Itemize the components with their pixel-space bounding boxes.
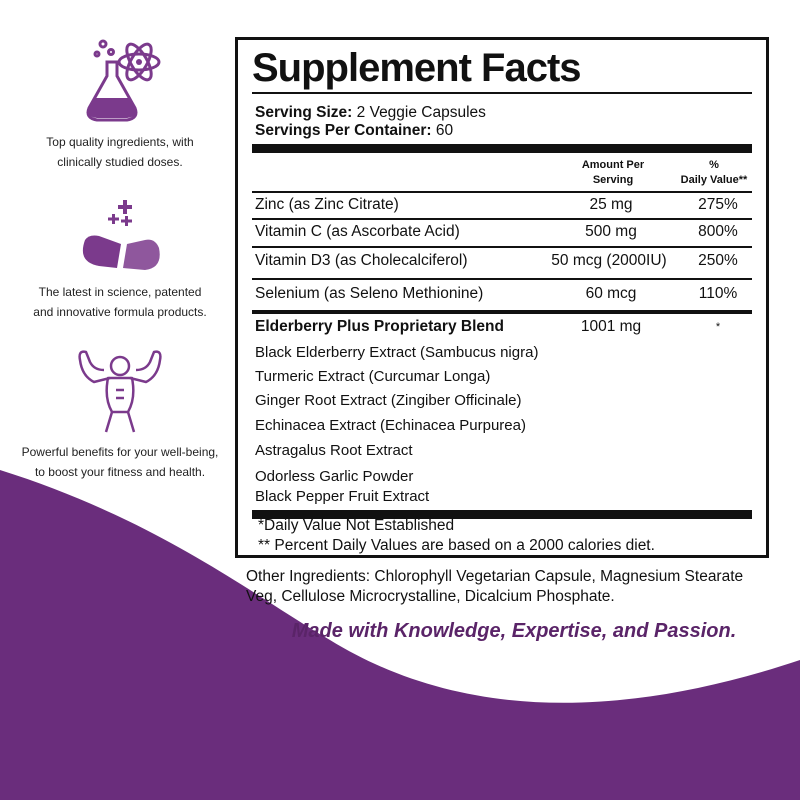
- serving-size-label: Serving Size:: [255, 104, 353, 121]
- feature-text: Top quality ingredients, with clinically studied doses.: [46, 135, 194, 169]
- blend-ingredient: Echinacea Extract (Echinacea Purpurea): [255, 417, 526, 434]
- divider-thick: [252, 144, 752, 153]
- nutrient-daily-value: 275%: [698, 196, 738, 213]
- footnote-daily-value: *Daily Value Not Established: [258, 517, 455, 534]
- other-ingredients: Other Ingredients: Chlorophyll Vegetarian Capsule, Magnesium Stearate Veg, Cellulose Microcrystalline, Dicalcium Phosphate.: [246, 568, 744, 605]
- divider: [252, 92, 752, 94]
- column-header-amount: Amount Per Serving: [581, 159, 645, 186]
- feature-text: Powerful benefits for your well-being, to boost your fitness and health.: [21, 445, 219, 479]
- feature-text: The latest in science, patented and innovative formula products.: [33, 285, 207, 319]
- lab-flask-atom-icon: [65, 36, 175, 126]
- blend-ingredient: Ginger Root Extract (Zingiber Officinale): [255, 392, 522, 409]
- nutrient-amount: 50 mcg (2000IU): [551, 252, 667, 269]
- nutrient-amount: 500 mg: [585, 223, 637, 240]
- nutrient-amount: 25 mg: [589, 196, 633, 213]
- panel-title: Supplement Facts: [252, 46, 581, 90]
- column-header-daily-value: % Daily Value**: [680, 159, 748, 186]
- nutrient-label: Selenium (as Seleno Methionine): [255, 285, 484, 302]
- nutrient-daily-value: 800%: [698, 223, 738, 240]
- footnote-percent: ** Percent Daily Values are based on a 2000 calories diet.: [258, 537, 655, 554]
- blend-ingredient: Turmeric Extract (Curcumar Longa): [255, 368, 491, 385]
- servings-per-container: [255, 122, 453, 140]
- strong-man-icon: [60, 346, 180, 436]
- blend-ingredient: Black Pepper Fruit Extract: [255, 488, 430, 505]
- supplement-facts-panel: [235, 37, 769, 558]
- servings-label: Servings Per Container:: [255, 122, 432, 139]
- divider: [252, 246, 752, 248]
- tagline: Made with Knowledge, Expertise, and Passion.: [291, 620, 737, 642]
- divider: [252, 218, 752, 220]
- blend-daily-value: *: [715, 321, 721, 333]
- blend-ingredient: Astragalus Root Extract: [255, 442, 413, 459]
- servings-value: 60: [435, 122, 454, 139]
- blend-label: Elderberry Plus Proprietary Blend: [255, 318, 504, 335]
- nutrient-label: Vitamin C (as Ascorbate Acid): [255, 223, 460, 240]
- capsule-plus-icon: [65, 196, 175, 276]
- feature-quality: [10, 36, 230, 172]
- nutrient-daily-value: 250%: [698, 252, 738, 269]
- nutrient-amount: 60 mcg: [585, 285, 637, 302]
- serving-size-value: 2 Veggie Capsules: [356, 104, 486, 121]
- nutrient-label: Zinc (as Zinc Citrate): [255, 196, 399, 213]
- blend-amount: 1001 mg: [580, 318, 642, 335]
- serving-size: [255, 104, 486, 122]
- divider-medium: [252, 310, 752, 314]
- nutrient-daily-value: 110%: [698, 285, 738, 302]
- blend-ingredient: Odorless Garlic Powder: [255, 468, 414, 485]
- feature-fitness: [10, 346, 230, 482]
- divider: [252, 191, 752, 193]
- divider: [252, 278, 752, 280]
- feature-science: [10, 196, 230, 322]
- nutrient-label: Vitamin D3 (as Cholecalciferol): [255, 252, 468, 269]
- blend-ingredient: Black Elderberry Extract (Sambucus nigra): [255, 344, 539, 361]
